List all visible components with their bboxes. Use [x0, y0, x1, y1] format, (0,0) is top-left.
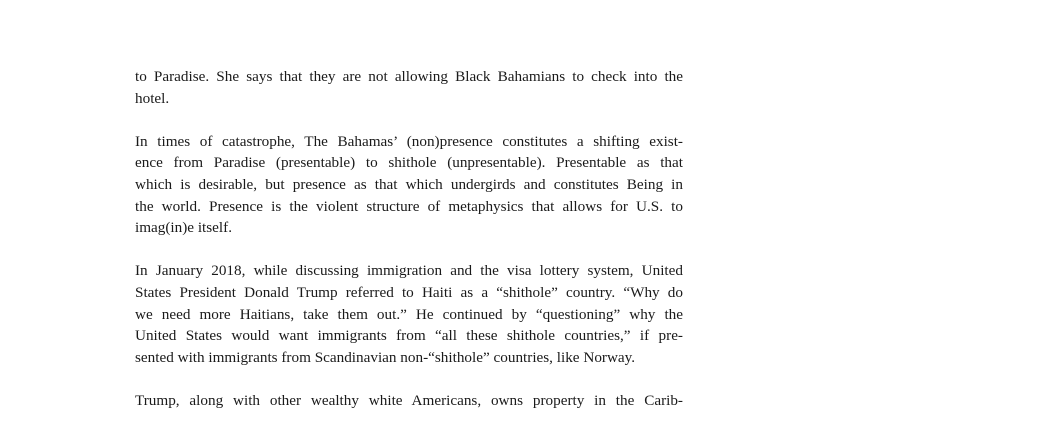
text-line: we need more Haitians, take them out.” He continued by “questioning” why the	[135, 305, 683, 323]
paragraph	[135, 66, 683, 109]
text-line: which is desirable, but presence as that which undergirds and constitutes Being in	[135, 175, 683, 193]
document-body	[135, 66, 683, 433]
text-line: to Paradise. She says that they are not allowing Black Bahamians to check into the	[135, 68, 683, 85]
text-line: States President Donald Trump referred to Haiti as a “shithole” country. “Why do	[135, 283, 683, 301]
text-line: United States would want immigrants from “all these shithole countries,” if pre-	[135, 327, 683, 345]
text-line: In January 2018, while discussing immigration and the visa lottery system, United	[135, 262, 683, 280]
paragraph	[135, 260, 683, 368]
text-line: Trump, along with other wealthy white Americans, owns property in the Carib-	[135, 391, 683, 409]
text-line: In times of catastrophe, The Bahamas’ (non)presence constitutes a shifting exist-	[135, 132, 683, 150]
paragraph	[135, 131, 683, 239]
text-line: sented with immigrants from Scandinavian non-“shithole” countries, like Norway.	[135, 348, 636, 366]
paragraph	[135, 390, 683, 412]
text-line: ence from Paradise (presentable) to shithole (unpresentable). Presentable as that	[135, 154, 683, 172]
text-line: hotel.	[135, 89, 170, 107]
text-line: imag(in)e itself.	[135, 219, 232, 237]
text-line: the world. Presence is the violent structure of metaphysics that allows for U.S. to	[135, 197, 683, 215]
